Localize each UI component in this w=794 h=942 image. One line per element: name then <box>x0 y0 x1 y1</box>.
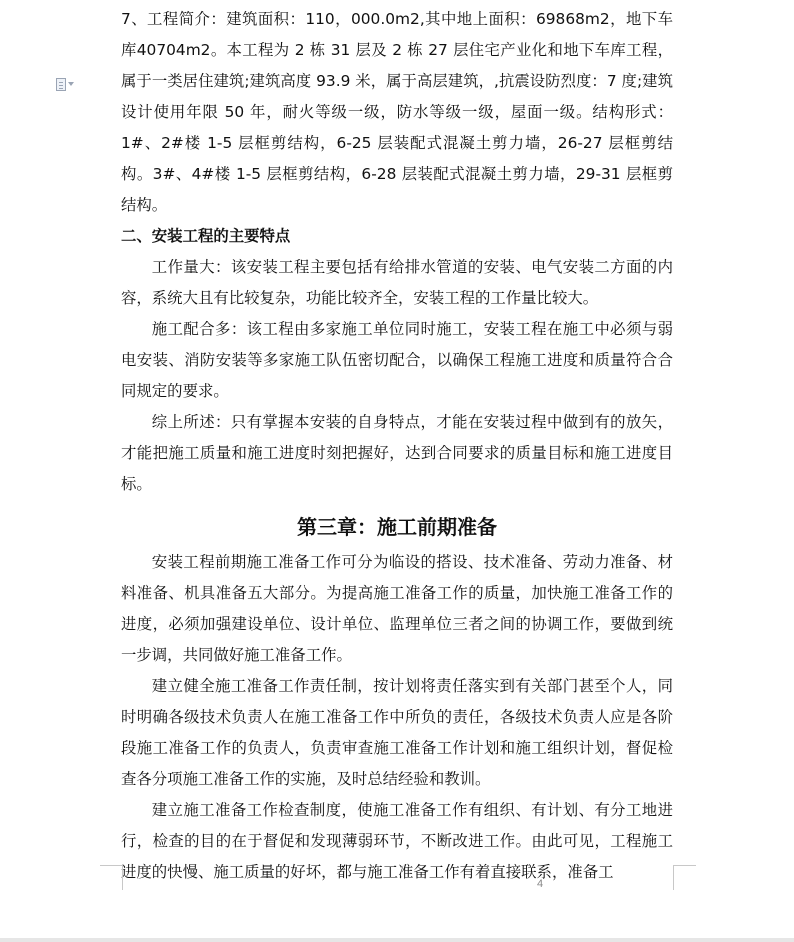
document-body <box>121 4 673 888</box>
paragraph-responsibility-system: 建立健全施工准备工作责任制，按计划将责任落实到有关部门甚至个人，同时明确各级技术负责人在施工准备工作中所负的责任，各级技术负责人应是各阶段施工准备工作的负责人，负责审查施工准备工作计划和施工组织计划，督促检查各分项施工准备工作的实施，及时总结经验和教训。 <box>121 677 673 788</box>
paragraph-inspection-system: 建立施工准备工作检查制度，使施工准备工作有组织、有计划、有分工地进行，检查的目的在于督促和发现薄弱环节，不断改进工作。由此可见，工程施工进度的快慢、施工质量的好坏，都与施工准备工作有着直接联系，准备工 <box>121 801 673 881</box>
paragraph-coordination: 施工配合多：该工程由多家施工单位同时施工，安装工程在施工中必须与弱电安装、消防安装等多家施工队伍密切配合，以确保工程施工进度和质量符合合同规定的要求。 <box>121 320 673 400</box>
paragraph-project-overview: 7、工程简介：建筑面积：110，000.0m2,其中地上面积：69868m2，地下车库40704m2。本工程为 2 栋 31 层及 2 栋 27 层住宅产业化和地下车库工程，属于一类居住建筑;建筑高度 93.9 米，属于高层建筑，,抗震设防烈度：7 度;建筑设计使用年限 50 年，耐火等级一级，防水等级一级，屋面一级。结构形式：1#、2#楼 1-5 层框剪结构，6-25 层装配式混凝土剪力墙，26-27 层框剪结构。3#、4#楼 1-5 层框剪结构，6-28 层装配式混凝土剪力墙，29-31 层框剪结构。 <box>121 10 673 214</box>
page-number: 4 <box>536 878 544 890</box>
page-corner-mark-right <box>673 865 696 890</box>
document-menu-icon[interactable] <box>56 76 82 92</box>
paragraph-preparation-overview: 安装工程前期施工准备工作可分为临设的搭设、技术准备、劳动力准备、材料准备、机具准备五大部分。为提高施工准备工作的质量，加快施工准备工作的进度，必须加强建设单位、设计单位、监理单位三者之间的协调工作，要做到统一步调，共同做好施工准备工作。 <box>121 553 673 664</box>
paragraph-workload: 工作量大：该安装工程主要包括有给排水管道的安装、电气安装二方面的内容，系统大且有比较复杂，功能比较齐全，安装工程的工作量比较大。 <box>121 258 673 307</box>
page-separator <box>0 938 794 942</box>
page-corner-mark-left <box>100 865 123 890</box>
chapter-title: 第三章：施工前期准备 <box>297 515 497 539</box>
paragraph-summary: 综上所述：只有掌握本安装的自身特点，才能在安装过程中做到有的放矢，才能把施工质量和施工进度时刻把握好，达到合同要求的质量目标和施工进度目标。 <box>121 413 673 493</box>
document-icon <box>56 78 66 91</box>
section-heading-installation-features: 二、安装工程的主要特点 <box>121 227 291 245</box>
chevron-down-icon <box>68 82 74 86</box>
